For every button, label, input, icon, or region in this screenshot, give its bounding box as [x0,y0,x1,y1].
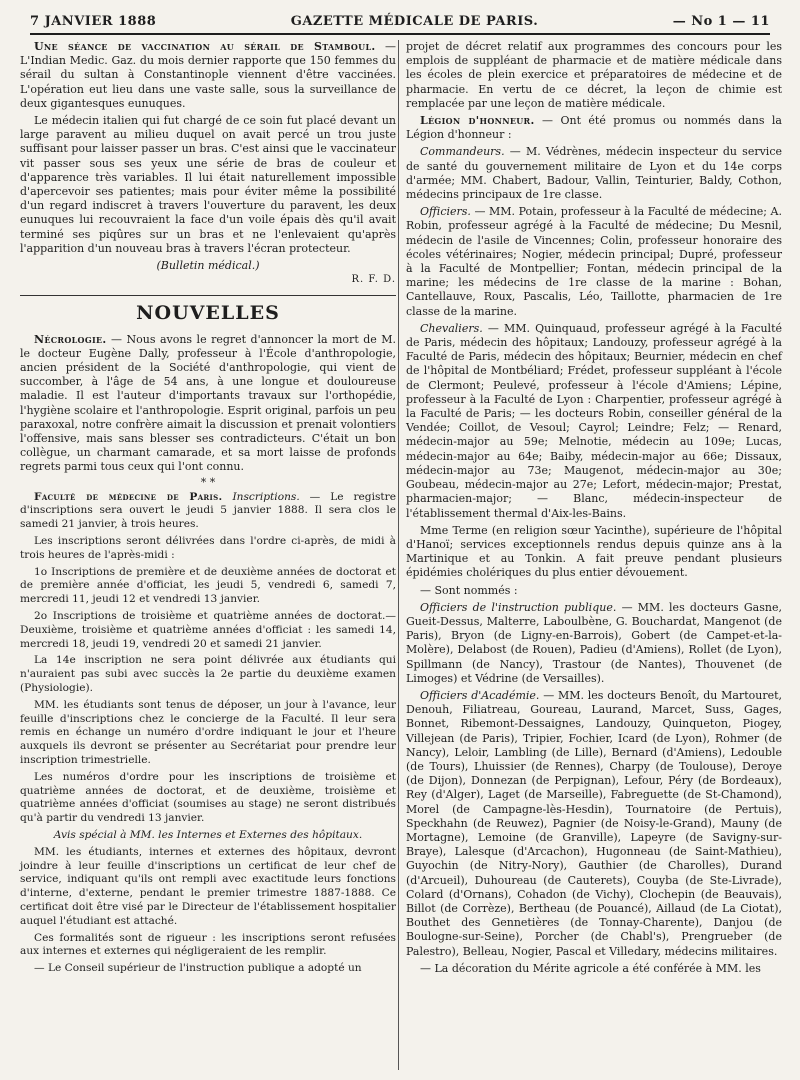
avis-title: Avis spécial à MM. les Internes et Externes des hôpitaux. [53,829,363,842]
terme-paragraph: Mme Terme (en religion sœur Yacinthe), supérieure de l'hôpital d'Hanoï; services exceptionnels rendus depuis quinze ans à la Martinique et au Tonkin. A fait preuve pendant plusieurs épidémies cholériques du plus entier dévouement. [406,523,782,580]
officiers-label: Officiers. [420,205,471,219]
seance-text: — L'Indian Medic. Gaz. du mois dernier rapporte que 150 femmes du sérail du sultan à Constantinople viennent d'être vaccinées. L'opération eut lieu dans une vaste salle, sous la surveillance de deux gigantesques eunuques. [20,40,396,110]
academie-label: Officiers d'Académie. [420,688,540,702]
nouvelles-heading: NOUVELLES [136,302,280,325]
issue-page-number: — No 1 — 11 [672,13,770,29]
journal-title: GAZETTE MÉDICALE DE PARIS. [290,13,539,29]
faculte-paragraph-6: MM. les étudiants sont tenus de déposer, un jour à l'avance, leur feuille d'inscriptions chez le concierge de la Faculté. Il leur sera remis en échange un numéro d'ordre indiquant le jour et l'heure auxquels ils devront se présenter au Secrétariat pour prendre leur inscription trimestrielle. [20,698,396,767]
faculte-paragraph-5: La 14e inscription ne sera point délivrée aux étudiants qui n'auraient pas subi avec succès la 2e partie du deuxième examen (Physiologie). [20,654,396,695]
section-divider [20,295,396,296]
left-column [20,40,396,979]
officiers-paragraph [406,205,782,319]
merite-paragraph: — La décoration du Mérite agricole a été conférée à MM. les [420,961,761,975]
avis-paragraph-2: Ces formalités sont de rigueur : les inscriptions seront refusées aux internes et externes qui négligeraient de les remplir. [20,931,396,958]
necrologie-text: — Nous avons le regret d'annoncer la mort de M. le docteur Eugène Dally, professeur à l'École d'anthropologie, ancien président de la Société d'anthropologie, qui vient de succomber, à l'âge de 54 ans, à une longue et douloureuse maladie. Il est l'auteur d'importants travaux sur l'orthopédie, l'hygiène scolaire et l'anthropologie. Esprit original, parfois un peu paraxoxal, notre confrère aimait la discussion et prenait volontiers l'offensive, mais sans blesser ses contradicteurs. C'était un bon collègue, un charmant camarade, et sa mort laisse de profonds regrets parmi tous ceux qui l'ont connu. [20,332,396,474]
nommes-paragraph: — Sont nommés : [420,583,518,597]
faculte-section [20,491,396,976]
necrologie-paragraph [20,333,396,475]
header-rule [30,33,770,35]
seance-paragraph [20,40,396,111]
seance-paragraph-2: Le médecin italien qui fut chargé de ce soin fut placé devant un large paravent au milieu duquel on avait percé un trou juste suffisant pour laisser passer un bras. C'est ainsi que le vaccinateur vit passer sous ses yeux une série de bras de couleur et d'apparence très variables. Il lui était naturellement impossible d'apercevoir ses patientes; mais pour éviter même la possibilité d'un regard indiscret à travers l'ouverture du paravent, les deux eunuques lui recouvraient la face d'un voile épais dès qu'il avait terminé ses piqûres sur un bras et ne l'enlevaient qu'après l'apparition d'un nouveau bras à travers l'écran protecteur. [20,114,396,255]
academie-text: — MM. les docteurs Benoît, du Martouret, Denouh, Filiatreau, Goureau, Laurand, Marcet, Suss, Gages, Bonnet, Ribemont-Dessaignes, Landouzy, Quinqueton, Piogey, Villejean (de Paris), Tripier, Fochier, Icard (de Lyon), Rohmer (de Nancy), Leloir, Lambling (de Lille), Bernard (d'Amiens), Ledouble (de Tours), Lhuissier (de Rennes), Charpy (de Toulouse), Deroye (de Dijon), Donnezan (de Perpignan), Lefour, Péry (de Bordeaux), Rey (d'Alger), Laget (de Marseille), Fabreguette (de St-Chamond), Morel (de Campagne-lès-Hesdin), Tournatoire (de Pertuis), Speckhahn (de Reuwez), Pagnier (de Noisy-le-Grand), Mauny (de Mortagne), Lemoine (de Granville), Lapeyre (de Savigny-sur-Braye), Lalesque (d'Arcachon), Hugonneau (de Saint-Mathieu), Guyochin (de Nitry-Nory), Gauthier (de Charolles), Durand (d'Arcueil), Duhoureau (de Cauterets), Couyba (de Ste-Livrade), Colard (d'Ornans), Cohadon (de Vichy), Clochepin (de Beauvais), Billot (de Corrèze), Bertheau (de Pouancé), Aillaud (de La Ciotat), Bouthet des Gennetières (de Tonnay-Charente), Danjou (de Boulogne-sur-Seine), Porcher (de Chabl's), Prengrueber (de Palestro), Belleau, Nogier, Pascal et Villedary, médecins militaires. [406,688,783,958]
commandeurs-text: — M. Védrènes, médecin inspecteur du service de santé du gouvernement militaire de Lyon et du 14e corps d'armée; MM. Chabert, Badour, Vallin, Teinturier, Baldy, Cothon, médecins principaux de 1re classe. [406,145,782,202]
faculte-paragraph [20,491,396,532]
page-header [30,10,770,32]
commandeurs-paragraph [406,145,782,202]
commandeurs-label: Commandeurs. [420,145,505,159]
avis-paragraph: MM. les étudiants, internes et externes des hôpitaux, devront joindre à leur feuille d'inscriptions un certificat de leur chef de service, indiquant qu'ils ont rempli avec exactitude leurs fonctions d'interne, d'externe, pendant le premier trimestre 1887-1888. Ce certificat doit être visé par le Directeur de l'établissement hospitalier auquel l'étudiant est attaché. [20,845,396,927]
projet-paragraph: projet de décret relatif aux programmes des concours pour les emplois de suppléant de pharmacie et de matière médicale dans les écoles de plein exercice et préparatoires de médecine et de pharmacie. En vertu de ce décret, la leçon de chimie est remplacée par une leçon de matière médicale. [406,40,782,110]
necrologie-label: Nécrologie. [34,332,107,346]
faculte-paragraph-2: Les inscriptions seront délivrées dans l'ordre ci-après, de midi à trois heures de l'après-midi : [20,535,396,561]
academie-paragraph [406,689,782,959]
chevaliers-label: Chevaliers. [420,321,483,335]
chevaliers-paragraph [406,322,782,521]
header-date: 7 JANVIER 1888 [30,13,157,29]
asterism-separator: * * [200,475,216,489]
legion-text: — Ont été promus ou nommés dans la Légion d'honneur : [406,114,782,142]
legion-paragraph [406,114,782,142]
faculte-paragraph-3: 1o Inscriptions de première et de deuxième années de doctorat et de première année d'officiat, les jeudi 5, vendredi 6, samedi 7, mercredi 11, jeudi 12 et vendredi 13 janvier. [20,565,396,606]
chevaliers-text: — MM. Quinquaud, professeur agrégé à la Faculté de Paris, médecin des hôpitaux; Landouzy, professeur agrégé à la Faculté de Paris, médecin des hôpitaux; Beurnier, médecin en chef de l'hôpital de Montbéliard; Frédet, professeur suppléant à l'école de Clermont; Peulevé, professeur à l'école d'Amiens; Lépine, professeur à la Faculté de Lyon : Charpentier, professeur agrégé à la Faculté de Paris; — les docteurs Robin, conseiller général de la Vendée; Coillot, de Vesoul; Cayrol; Leindre; Felz; — Renard, médecin-major au 59e; Melnotie, médecin au 109e; Lucas, médecin-major au 64e; Baiby, médecin-major au 66e; Dissaux, médecin-major au 73e; Maugenot, médecin-major au 30e; Goubeau, médecin-major au 27e; Lefort, médecin-major; Prestat, pharmacien-major; — Blanc, médecin-inspecteur de l'établissement thermal d'Aix-les-Bains. [406,321,782,520]
instruction-paragraph [406,601,782,686]
right-column [406,40,782,979]
seance-title: Une séance de vaccination au sérail de Stamboul. [34,40,376,53]
faculte-paragraph-7: Les numéros d'ordre pour les inscriptions de troisième et quatrième années de doctorat, et de deuxième, troisième et quatrième années d'officiat (soumises au stage) ne seront distribués qu'à partir du vendredi 13 janvier. [20,770,396,825]
seance-source: (Bulletin médical.) [156,259,260,273]
officiers-text: — MM. Potain, professeur à la Faculté de médecine; A. Robin, professeur agrégé à la Faculté de médecine; Du Mesnil, médecin de l'asile de Vincennes; Colin, professeur honoraire des écoles vétérinaires; Nogier, médecin principal; Dupré, professeur à la Faculté de Montpellier; Fontan, médecin principal de la marine; les médecins de 1re classe de la marine : Bohan, Cantellauve, Roux, Pascalis, Léo, Taillotte, pharmacien de 1re classe de la marine. [406,205,782,318]
faculte-text: — Le registre d'inscriptions sera ouvert le jeudi 5 janvier 1888. Il sera clos le samedi 21 janvier, à trois heures. [20,490,397,531]
seance-signature: R. F. D. [351,274,396,286]
instruction-label: Officiers de l'instruction publique. [420,600,617,614]
faculte-subtitle: Inscriptions. [232,490,300,503]
legion-label: Légion d'honneur. [420,114,535,128]
conseil-paragraph: — Le Conseil supérieur de l'instruction publique a adopté un [34,962,362,975]
faculte-label: Faculté de médecine de Paris. [34,490,223,503]
instruction-text: — MM. les docteurs Gasne, Gueit-Dessus, Malterre, Laboulbène, G. Bouchardat, Mangenot (de Paris), Bryon (de Ligny-en-Barrois), Gobert (de Campet-et-la-Molère), Delabost (de Rouen), Padieu (d'Amiens), Rollet (de Lyon), Spillmann (de Nancy), Trastour (de Nantes), Thouvenet (de Limoges) et Védrine (de Versailles). [406,600,782,685]
faculte-paragraph-4: 2o Inscriptions de troisième et quatrième années de doctorat.— Deuxième, troisième et quatrième années d'officiat : les samedi 14, mercredi 18, jeudi 19, vendredi 20 et samedi 21 janvier. [20,610,396,650]
column-divider [398,40,399,1070]
